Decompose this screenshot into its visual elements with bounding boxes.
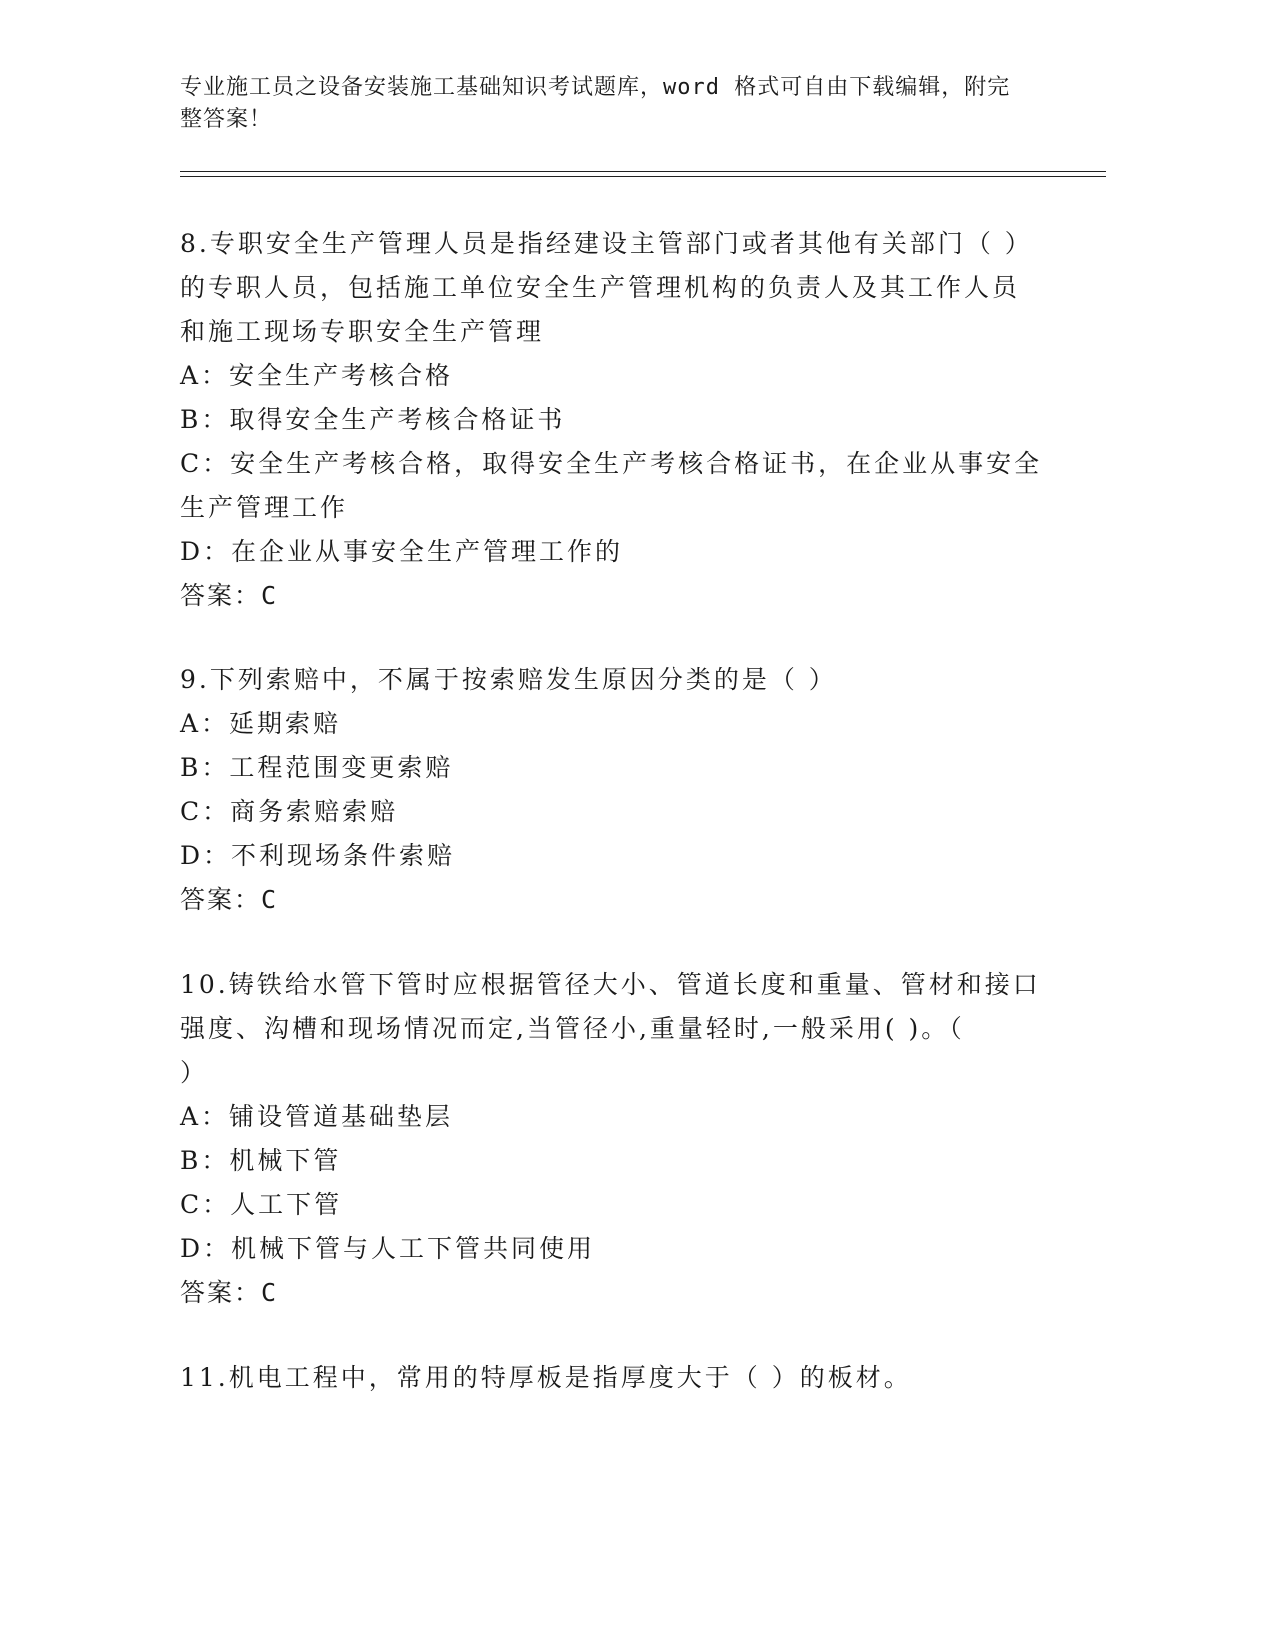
document-header: [180, 72, 1050, 136]
answer-label: 答案：: [180, 885, 262, 914]
header-divider-bottom: [180, 176, 1106, 177]
answer-label: 答案：: [180, 1278, 262, 1307]
answer: [180, 878, 1040, 922]
option-a: A：安全生产考核合格: [180, 361, 454, 390]
question-9: [180, 658, 1040, 922]
question-stem-line: 10.铸铁给水管下管时应根据管径大小、管道长度和重量、管材和接口: [180, 970, 1041, 999]
answer-value: C: [261, 885, 279, 914]
question-stem-line: 和施工现场专职安全生产管理: [180, 317, 545, 346]
answer-label: 答案：: [180, 581, 262, 610]
question-stem-line: ）: [180, 1058, 209, 1087]
option-b: B：机械下管: [180, 1146, 342, 1175]
question-stem-line: 8.专职安全生产管理人员是指经建设主管部门或者其他有关部门（ ）: [180, 229, 1033, 258]
question-stem-line: 的专职人员，包括施工单位安全生产管理机构的负责人及其工作人员: [180, 273, 1021, 302]
option-b: B：工程范围变更索赔: [180, 753, 454, 782]
option-c: C：商务索赔索赔: [180, 797, 399, 826]
question-stem-line: 11.机电工程中，常用的特厚板是指厚度大于（ ）的板材。: [180, 1363, 912, 1392]
header-divider-top: [180, 171, 1106, 172]
header-line-1: 专业施工员之设备安装施工基础知识考试题库，word 格式可自由下载编辑，附完: [180, 75, 1011, 100]
option-c: C：安全生产考核合格，取得安全生产考核合格证书，在企业从事安全: [180, 449, 1043, 478]
header-line-2: 整答案！: [180, 107, 273, 132]
option-a: A：延期索赔: [180, 709, 342, 738]
question-8: [180, 222, 1043, 618]
answer-value: C: [261, 1278, 279, 1307]
option-b: B：取得安全生产考核合格证书: [180, 405, 566, 434]
option-d: D：不利现场条件索赔: [180, 841, 456, 870]
question-stem-line: 9.下列索赔中，不属于按索赔发生原因分类的是（ ）: [180, 665, 837, 694]
question-10: [180, 963, 1040, 1315]
option-c: C：人工下管: [180, 1190, 343, 1219]
option-d: D：机械下管与人工下管共同使用: [180, 1234, 596, 1263]
option-c-continued: 生产管理工作: [180, 493, 349, 522]
answer: [180, 574, 1040, 618]
question-11: [180, 1356, 1040, 1400]
answer-value: C: [261, 581, 279, 610]
question-stem-line: 强度、沟槽和现场情况而定,当管径小,重量轻时,一般采用( )。（: [180, 1014, 965, 1043]
option-a: A：铺设管道基础垫层: [180, 1102, 454, 1131]
option-d: D：在企业从事安全生产管理工作的: [180, 537, 624, 566]
answer: [180, 1271, 1040, 1315]
